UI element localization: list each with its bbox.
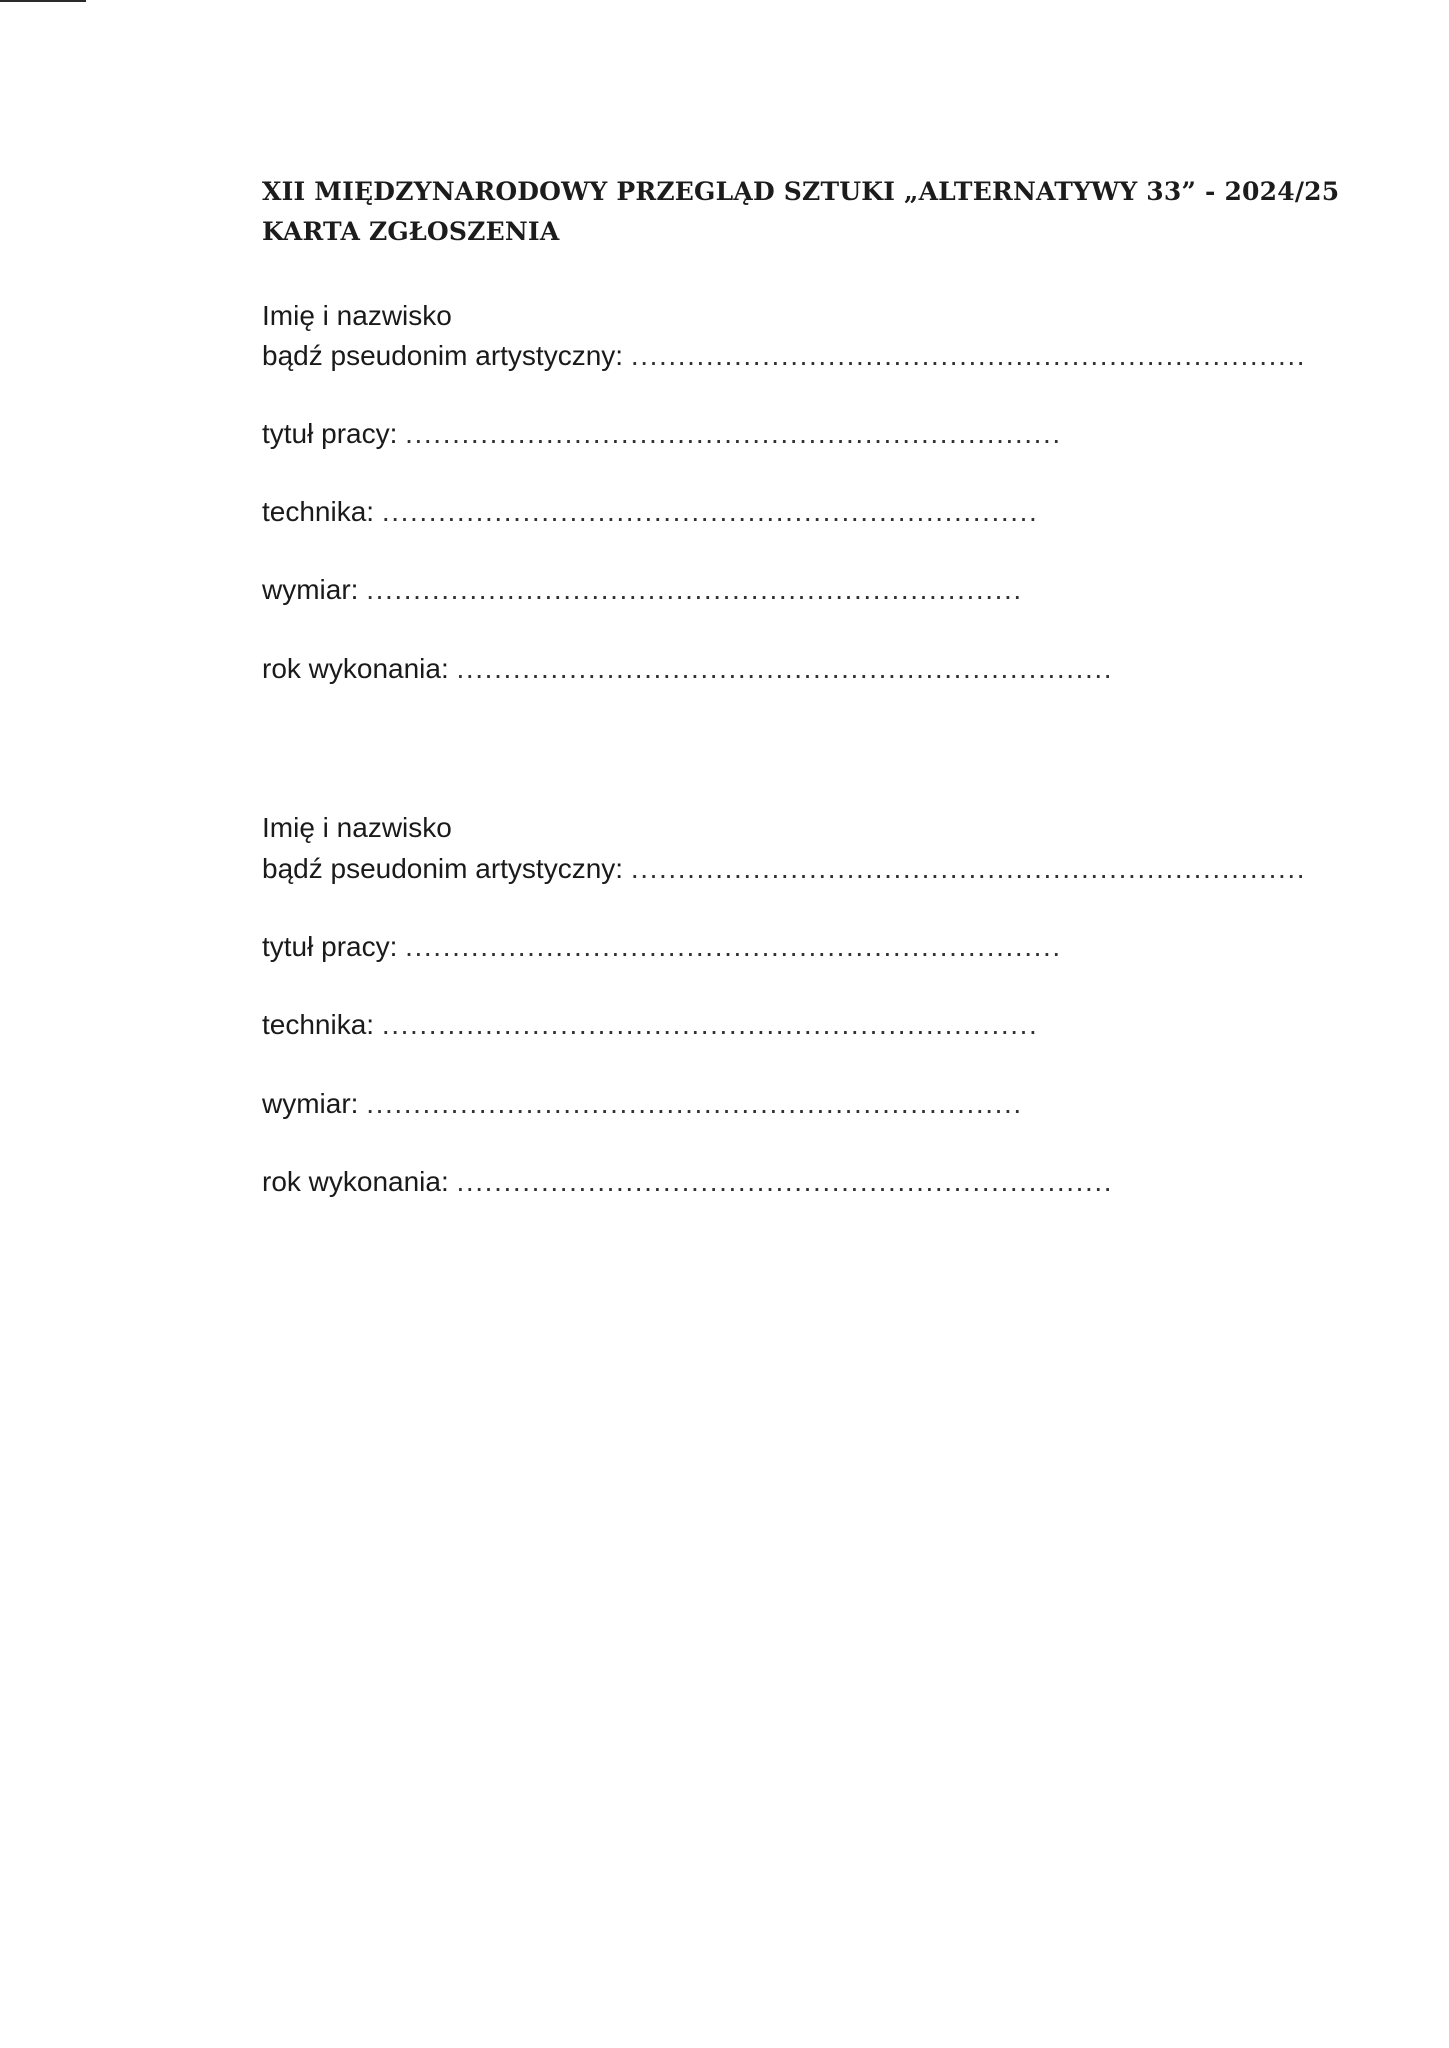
technique-label: technika: [262,496,375,527]
pseudonym-label: bądź pseudonim artystyczny: [262,853,624,884]
dimension-label: wymiar: [262,1088,359,1119]
entry-2-title-field [262,929,1062,965]
title-label: tytuł pracy: [262,931,398,962]
entry-1-technique-field [262,494,1038,530]
title-label: tytuł pracy: [262,418,398,449]
dimension-label: wymiar: [262,574,359,605]
entry-1-name-label-line-1 [262,298,452,334]
entry-2-name-label-line-1 [262,810,452,846]
technique-label: technika: [262,1009,375,1040]
entry-1-name-field [262,338,1306,374]
entry-1-dimension-field [262,572,1023,608]
dimension-dotted-line[interactable]: ...................................................................... [366,1088,1023,1119]
year-dotted-line[interactable]: ...................................................................... [456,1166,1114,1197]
entry-1-title-field [262,416,1062,452]
header-title: XII MIĘDZYNARODOWY PRZEGLĄD SZTUKI „ALTERNATYWY 33” - 2024/25 [262,177,1340,206]
year-label: rok wykonania: [262,653,449,684]
document-header [262,172,1339,252]
scan-edge-mark [0,0,86,2]
entry-1-year-field [262,651,1113,687]
header-subtitle: KARTA ZGŁOSZENIA [262,217,560,246]
name-dotted-line[interactable]: ........................................................................ [630,340,1307,371]
year-label: rok wykonania: [262,1166,449,1197]
entry-2-year-field [262,1164,1113,1200]
entry-2-technique-field [262,1007,1038,1043]
title-dotted-line[interactable]: ...................................................................... [405,931,1062,962]
name-label: Imię i nazwisko [262,812,452,843]
name-label: Imię i nazwisko [262,300,452,331]
entry-2-name-field [262,851,1306,887]
pseudonym-label: bądź pseudonim artystyczny: [262,340,624,371]
dimension-dotted-line[interactable]: ...................................................................... [366,574,1023,605]
entry-2-dimension-field [262,1086,1023,1122]
technique-dotted-line[interactable]: ...................................................................... [381,1009,1039,1040]
year-dotted-line[interactable]: ...................................................................... [456,653,1114,684]
title-dotted-line[interactable]: ...................................................................... [405,418,1062,449]
name-dotted-line[interactable]: ........................................................................ [630,853,1307,884]
technique-dotted-line[interactable]: ...................................................................... [381,496,1039,527]
